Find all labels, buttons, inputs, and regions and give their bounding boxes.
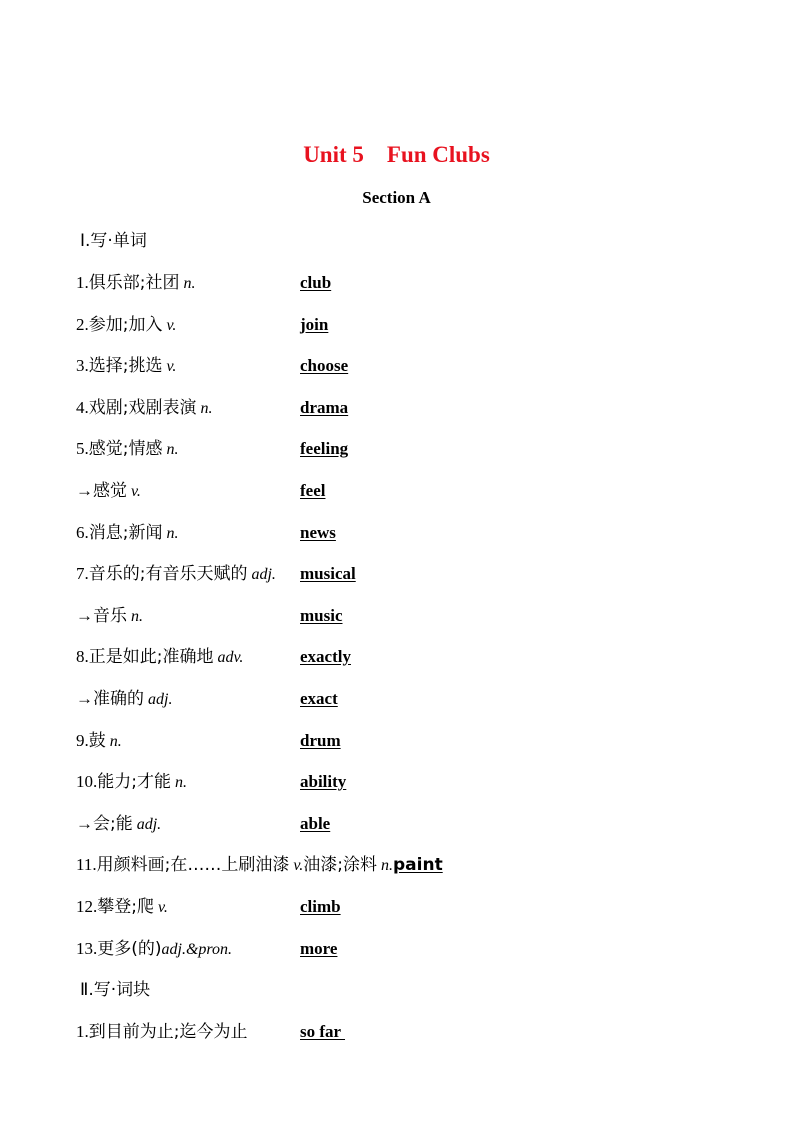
part-of-speech: v.: [166, 317, 177, 334]
vocab-answer: drama: [300, 398, 349, 417]
item-number: 5.: [76, 439, 89, 458]
item-number: 7.: [76, 564, 89, 583]
item-number: 2.: [76, 315, 89, 334]
part-of-speech: n.: [166, 525, 179, 542]
vocab-answer: exact: [300, 689, 338, 708]
chinese-meaning: 能力;才能: [97, 772, 171, 792]
part-of-speech: n.: [174, 774, 187, 791]
part-of-speech: adv.: [217, 649, 244, 666]
part-of-speech: n.: [183, 275, 196, 292]
vocab-answer: choose: [300, 356, 349, 375]
vocab-prompt: [76, 895, 168, 919]
part-of-speech: adj.: [136, 816, 162, 833]
vocab-answer: musical: [300, 564, 356, 583]
vocab-answer: feel: [300, 481, 326, 500]
part-of-speech: adj.: [251, 566, 276, 583]
part-of-speech: adj.&pron.: [161, 941, 233, 958]
vocab-prompt: [76, 687, 172, 711]
page-title: Unit 5 Fun Clubs: [303, 142, 490, 167]
vocab-prompt: [76, 812, 161, 836]
vocab-answer: music: [300, 606, 343, 625]
vocab-answer: paint: [393, 855, 443, 875]
vocab-answer: climb: [300, 897, 341, 916]
vocab-answer: drum: [300, 731, 341, 750]
item-number: 4.: [76, 398, 89, 417]
section-subtitle: Section A: [362, 188, 431, 207]
vocab-prompt: [76, 645, 243, 669]
part-of-speech: v.: [166, 358, 177, 375]
vocab-prompt: [76, 437, 178, 461]
vocab-prompt: [76, 729, 122, 753]
part-of-speech: v.: [131, 483, 141, 500]
chinese-meaning: 用颜料画;在……上刷油漆: [96, 855, 290, 875]
vocab-prompt: [76, 521, 178, 545]
part-of-speech: n.: [166, 441, 179, 458]
arrow-icon: →: [76, 606, 93, 625]
arrow-icon: →: [76, 481, 93, 500]
vocab-answer: exactly: [300, 647, 351, 666]
chinese-meaning: 参加;加入: [88, 315, 163, 335]
chinese-meaning-2: 油漆;涂料: [303, 855, 378, 875]
vocab-answer: able: [300, 814, 331, 833]
part-of-speech: adj.: [148, 691, 173, 708]
arrow-icon: →: [76, 689, 93, 708]
vocab-answer: feeling: [300, 439, 349, 458]
chinese-meaning: 音乐的;有音乐天赋的: [88, 564, 248, 584]
vocab-prompt: [76, 937, 232, 961]
item-number: 1.: [76, 1022, 89, 1041]
chinese-meaning: 戏剧;戏剧表演: [88, 398, 197, 418]
vocab-prompt: [76, 604, 143, 628]
part-of-speech: n.: [131, 608, 143, 625]
chinese-meaning: 更多(的): [97, 939, 162, 959]
item-number: 13.: [76, 939, 98, 958]
chinese-meaning: 选择;挑选: [88, 356, 163, 376]
chinese-meaning: 感觉;情感: [88, 439, 163, 459]
vocab-prompt: [76, 562, 276, 586]
item-number: 10.: [76, 772, 98, 791]
part-of-speech: v.: [157, 899, 168, 916]
phrase-answer: so far: [300, 1022, 346, 1041]
vocab-prompt: [76, 770, 187, 794]
vocab-prompt: [76, 271, 195, 295]
part-of-speech: v.: [293, 857, 304, 874]
section-heading-phrases: Ⅱ.写·词块: [80, 980, 151, 1000]
part-of-speech-2: n.: [381, 857, 394, 874]
item-number: 6.: [76, 523, 89, 542]
chinese-meaning: 鼓: [88, 731, 106, 751]
vocab-answer: ability: [300, 772, 347, 791]
section-heading-words: Ⅰ.写·单词: [80, 231, 147, 251]
vocab-prompt: [76, 396, 212, 420]
item-number: 11.: [76, 855, 97, 874]
chinese-meaning: 会;能: [93, 814, 133, 834]
vocab-prompt: [76, 853, 443, 877]
chinese-meaning: 到目前为止;迄今为止: [88, 1022, 248, 1042]
chinese-meaning: 准确的: [93, 689, 144, 709]
part-of-speech: n.: [200, 400, 213, 417]
item-number: 1.: [76, 273, 89, 292]
arrow-icon: →: [76, 814, 93, 833]
chinese-meaning: 音乐: [93, 606, 127, 626]
vocab-answer: more: [300, 939, 338, 958]
chinese-meaning: 消息;新闻: [88, 523, 163, 543]
item-number: 9.: [76, 731, 89, 750]
chinese-meaning: 俱乐部;社团: [88, 273, 180, 293]
vocab-answer: news: [300, 523, 336, 542]
vocab-prompt: [76, 354, 176, 378]
item-number: 12.: [76, 897, 98, 916]
phrase-prompt: [76, 1020, 247, 1044]
vocab-answer: club: [300, 273, 332, 292]
item-number: 3.: [76, 356, 89, 375]
vocab-prompt: [76, 313, 176, 337]
part-of-speech: n.: [109, 733, 122, 750]
vocab-prompt: [76, 479, 141, 503]
chinese-meaning: 正是如此;准确地: [88, 647, 214, 667]
chinese-meaning: 感觉: [93, 481, 127, 501]
item-number: 8.: [76, 647, 89, 666]
chinese-meaning: 攀登;爬: [97, 897, 154, 917]
vocab-answer: join: [300, 315, 329, 334]
